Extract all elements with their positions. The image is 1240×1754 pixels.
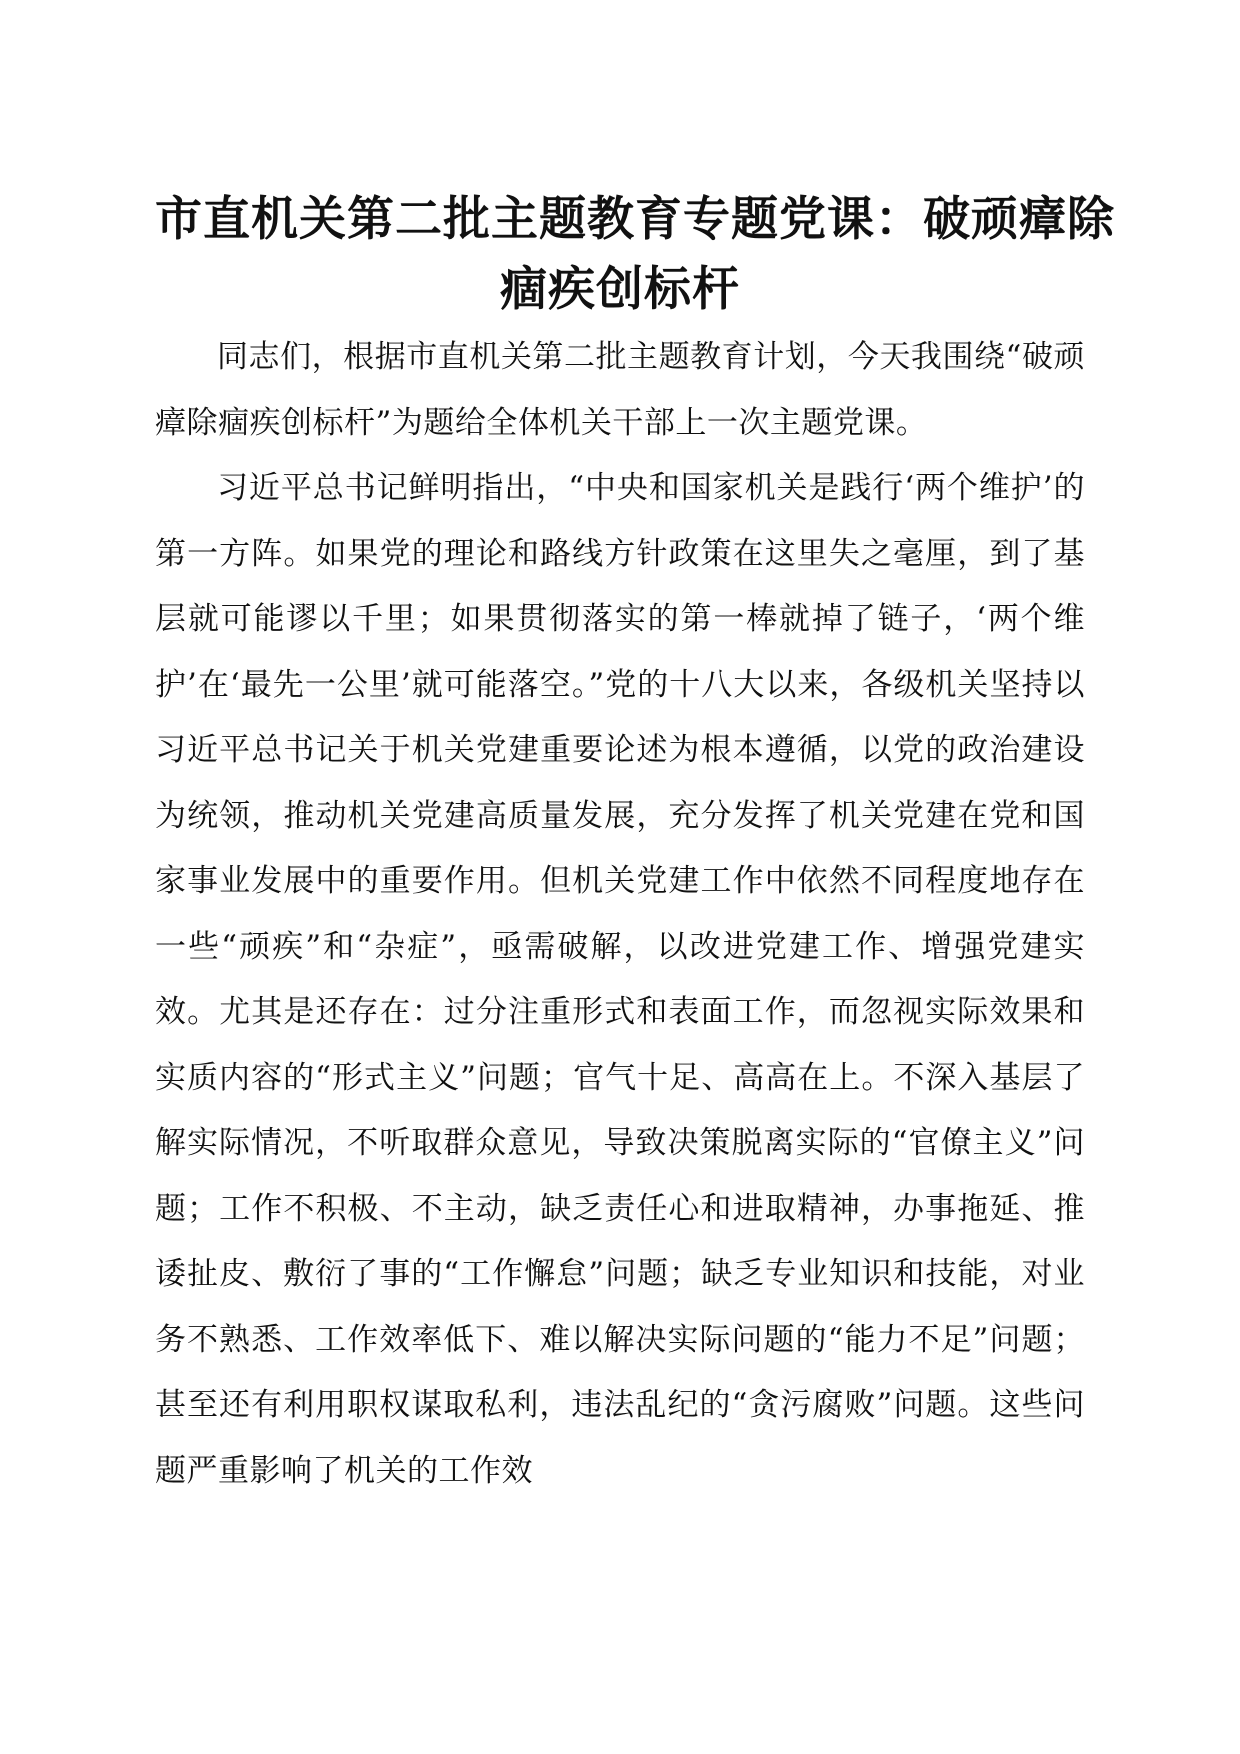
document-body — [155, 325, 1085, 1504]
title-line-2: 痼疾创标杆 — [500, 262, 740, 317]
paragraph-main: 习近平总书记鲜明指出，“中央和国家机关是践行‘两个维护’的第一方阵。如果党的理论和路线方针政策在这里失之毫厘，到了基层就可能谬以千里；如果贯彻落实的第一棒就掉了链子，‘两个维护’在‘最先一公里’就可能落空。”党的十八大以来，各级机关坚持以习近平总书记关于机关党建重要论述为根本遵循，以党的政治建设为统领，推动机关党建高质量发展，充分发挥了机关党建在党和国家事业发展中的重要作用。但机关党建工作中依然不同程度地存在一些“顽疾”和“杂症”，亟需破解，以改进党建工作、增强党建实效。尤其是还存在：过分注重形式和表面工作，而忽视实际效果和实质内容的“形式主义”问题；官气十足、高高在上。不深入基层了解实际情况，不听取群众意见，导致决策脱离实际的“官僚主义”问题；工作不积极、不主动，缺乏责任心和进取精神，办事拖延、推诿扯皮、敷衍了事的“工作懈怠”问题；缺乏专业知识和技能，对业务不熟悉、工作效率低下、难以解决实际问题的“能力不足”问题；甚至还有利用职权谋取私利，违法乱纪的“贪污腐败”问题。这些问题严重影响了机关的工作效 — [155, 470, 1085, 1489]
document-title — [155, 185, 1115, 325]
document-content — [155, 185, 1115, 1504]
paragraph-intro: 同志们，根据市直机关第二批主题教育计划，今天我围绕“破顽瘴除痼疾创标杆”为题给全体机关干部上一次主题党课。 — [155, 339, 1085, 441]
title-line-1: 市直机关第二批主题教育专题党课：破顽瘴除 — [155, 192, 1115, 247]
